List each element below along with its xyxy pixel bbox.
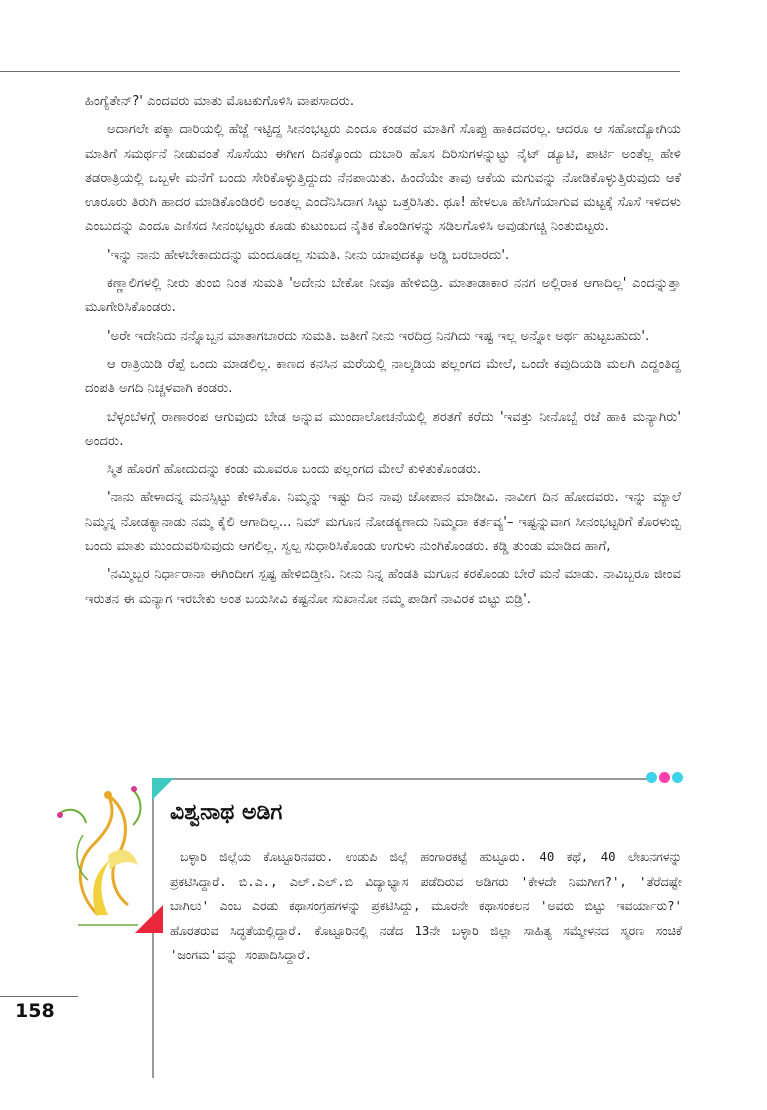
story-paragraph: 'ನಮ್ಮಿಬ್ಬರ ನಿರ್ಧಾರಾನಾ ಈಗಿಂದೀಗ ಸ್ಪಷ್ಟ ಹೇಳಿಬಿಡ್ತೀನಿ. ನೀನು ನಿನ್ನ ಹೆಂಡತಿ ಮಗೂನ ಕರಕೊಂಡು ಬೇರೆ ಮನೆ ಮಾಡು. ನಾವಿಬ್ಬರೂ ಜೀಂವ ಇರುತನ ಈ ಮನ್ಯಾಗ ಇರಬೇಕು ಅಂತ ಬಯಸೀವಿ ಕಷ್ಟನೋ ಸುಖಾನೋ ನಮ್ಮ ಪಾಡಿಗೆ ನಾವಿರಕ ಬಿಟ್ಟು ಬಿಡ್ರಿ'.: [85, 567, 681, 607]
decorative-dots: [646, 772, 683, 783]
cyan-dot: [646, 772, 657, 783]
bio-top-border: [152, 778, 652, 780]
author-bio: [170, 845, 682, 968]
pink-dot: [659, 772, 670, 783]
story-paragraph: ಆ ರಾತ್ರಿಯಿಡಿ ರೆಪ್ಪೆ ಒಂದು ಮಾಡಲಿಲ್ಲ. ಕಾಣದ ಕನಸಿನ ಮರೆಯಲ್ಲಿ ನಾಲ್ಕಡಿಯ ಪಲ್ಲಂಗದ ಮೇಲೆ, ಒಂದೇ ಕವುದಿಯಡಿ ಮಲಗಿ ಎದ್ದಂತಿದ್ದ ದಂಪತಿ ಅಗದಿ ನಿಚ್ಚಳವಾಗಿ ಕಂಡರು.: [85, 356, 681, 397]
page-number: 158: [15, 1000, 55, 1022]
red-corner-triangle: [135, 905, 163, 933]
story-text: [85, 90, 681, 616]
author-bio-text: ಬಳ್ಳಾರಿ ಜಿಲ್ಲೆಯ ಕೊಟ್ಟೂರಿನವರು. ಉಡುಪಿ ಜಿಲ್ಲೆ ಹಂಗಾರಕಟ್ಟೆ ಹುಟ್ಟೂರು. 40 ಕಥೆ, 40 ಲೇಖನಗಳನ್ನು ಪ್ರಕಟಿಸಿದ್ದಾರೆ. ಬಿ.ಎ., ಎಲ್.ಎಲ್.ಬಿ ವಿದ್ಯಾಭ್ಯಾಸ ಪಡೆದಿರುವ ಅಡಿಗರು 'ಕೇಳದೇ ನಿಮಗೀಗ?', 'ತೆರೆದಷ್ಟೇ ಬಾಗಿಲು' ಎಂಬ ಎರಡು ಕಥಾಸಂಗ್ರಹಗಳನ್ನು ಪ್ರಕಟಿಸಿದ್ದು, ಮೂರನೇ ಕಥಾಸಂಕಲನ 'ಅವರು ಬಿಟ್ಟು ಇವರ್ಯಾರು?' ಹೊರತರುವ ಸಿದ್ಧತೆಯಲ್ಲಿದ್ದಾರೆ. ಕೊಟ್ಟೂರಿನಲ್ಲಿ ನಡೆದ 13ನೇ ಬಳ್ಳಾರಿ ಜಿಲ್ಲಾ ಸಾಹಿತ್ಯ ಸಮ್ಮೇಳನದ ಸ್ಮರಣ ಸಂಚಿಕೆ 'ಜಂಗಮ'ವನ್ನು ಸಂಪಾದಿಸಿದ್ದಾರೆ.: [170, 849, 682, 963]
story-paragraph: ಕಣ್ಣಾಲಿಗಳಲ್ಲಿ ನೀರು ತುಂಬಿ ನಿಂತ ಸುಮತಿ 'ಅದೇನು ಬೇಕೋ ನೀವೂ ಹೇಳಿಬಿಡ್ರಿ. ಮಾತಾಡಾಕಾರ ನನಗ ಅಲ್ಲಿರಾಕ ಆಗಾದಿಲ್ಲ' ಎಂದನ್ನುತ್ತಾ ಮೂಗೇರಿಸಿಕೊಂಡರು.: [85, 276, 681, 316]
story-paragraph: 'ಇನ್ನು ನಾನು ಹೇಳಬೇಕಾದುದನ್ನು ಮಂದೂಡಲ್ಲ ಸುಮತಿ. ನೀನು ಯಾವುದಕ್ಕೂ ಅಡ್ಡಿ ಬರಬಾರದು'.: [107, 247, 510, 263]
story-paragraph: ಸ್ಮಿತ ಹೊರಗೆ ಹೋದುದನ್ನು ಕಂಡು ಮೂವರೂ ಬಂದು ಪಲ್ಲಂಗದ ಮೇಲೆ ಕುಳಿತುಕೊಂಡರು.: [107, 462, 482, 478]
story-paragraph: ಹಿಂಗ್ಯೆತೇನ್?' ಎಂದವರು ಮಾತು ಮೊಟಕುಗೊಳಿಸಿ ವಾಪಸಾದರು.: [85, 94, 355, 109]
story-paragraph: ಬೆಳ್ಳಂಬೆಳಗ್ಗೆ ರಾಣಾರಂಪ ಆಗುವುದು ಬೇಡ ಅನ್ನುವ ಮುಂದಾಲೋಚನೆಯಲ್ಲಿ ಶರತಗೆ ಕರೆದು 'ಇವತ್ತು ನೀನೊಬ್ಬೆ ರಜೆ ಹಾಕಿ ಮನ್ಯಾಗಿರು' ಅಂದರು.: [85, 409, 681, 449]
author-name: ವಿಶ್ವನಾಥ ಅಡಿಗ: [170, 800, 283, 825]
cyan-dot: [672, 772, 683, 783]
story-paragraph: ಅದಾಗಲೇ ಪಕ್ಕಾ ದಾರಿಯಲ್ಲಿ ಹೆಜ್ಜೆ ಇಟ್ಟಿದ್ದ ಸೀನಂಭಟ್ಟರು ಎಂದೂ ಕಂಡವರ ಮಾತಿಗೆ ಸೊಪ್ಪು ಹಾಕಿದವರಲ್ಲ. ಆದರೂ ಆ ಸಹೋದ್ಯೋಗಿಯ ಮಾತಿಗೆ ಸಮರ್ಥನೆ ನೀಡುವಂತೆ ಸೊಸೆಯು ಈಗೀಗ ದಿನಕ್ಕೊಂದು ದುಬಾರಿ ಹೊಸ ದಿರಿಸುಗಳನ್ನುಟ್ಟು ನೈಟ್ ಡ್ಯೂಟಿ, ಪಾರ್ಟಿ ಅಂತೆಲ್ಲ ಹೇಳಿ ತಡರಾತ್ರಿಯಲ್ಲಿ ಒಬ್ಬಳೇ ಮನೆಗೆ ಬಂದು ಸೇರಿಕೊಳ್ಳುತ್ತಿದ್ದುದು ನೆನಪಾಯಿತು. ಹಿಂದೆಯೇ ತಾವು ಆಕೆಯ ಮಗುವನ್ನು ನೋಡಿಕೊಳ್ಳುತ್ತಿರುವುದು ಆಕೆ ಊರೂರು ತಿರುಗಿ ಹಾದರ ಮಾಡಿಕೊಂಡಿರಲಿ ಅಂತಲ್ಲ ಎಂದೆನಿಸಿದಾಗ ಸಿಟ್ಟು ಒತ್ತರಿಸಿತು. ಥೂ! ಹೇಳಲೂ ಹೇಸಿಗೆಯಾಗುವ ಮಟ್ಟಕ್ಕೆ ಸೊಸೆ ಇಳಿದಳು ಎಂಬುದನ್ನು ಎಂದೂ ಎಣಿಸದ ಸೀನಂಭಟ್ಟರು ಕೂಡು ಕುಟುಂಬದ ನೈತಿಕ ಕೊಂಡಿಗಳನ್ನು ಸಡಿಲಗೊಳಿಸಿ ಅವುಡುಗಚ್ಚಿ ನಿಂತುಬಿಟ್ಟರು.: [85, 122, 681, 235]
story-paragraph: 'ಅರೇ ಇದೇನಿದು ನನ್ನೊಬ್ಬನ ಮಾತಾಗಬಾರದು ಸುಮತಿ. ಜತೀಗೆ ನೀನು ಇರದಿದ್ರ ನಿನಗಿದು ಇಷ್ಟ ಇಲ್ಲ ಅನ್ನೋ ಅರ್ಥ ಹುಟ್ಟಬಹುದು'.: [107, 328, 650, 344]
page-number-rule: [0, 996, 78, 997]
story-paragraph: 'ನಾನು ಹೇಳಾದನ್ನ ಮನಸ್ಸಿಟ್ಟು ಕೇಳಿಸಿಕೊ. ನಿಮ್ಮನ್ನು ಇಷ್ಟು ದಿನ ನಾವು ಜೋಪಾನ ಮಾಡೀವಿ. ನಾವೀಗ ದಿನ ಹೋದವರು. ಇನ್ನು ಮ್ಯಾಲೆ ನಿಮ್ಮನ್ನ ನೋಡಕ್ಯಾನಾಡು ನಮ್ಮ ಕೈಲಿ ಆಗಾದಿಲ್ಲ... ನಿಮ್ ಮಗೂನ ನೋಡಕ್ಯಣಾದು ನಿಮ್ಮದಾ ಕರ್ತವ್ಯ'– ಇಷ್ಟನ್ನುವಾಗ ಸೀನಂಭಟ್ಟರಿಗೆ ಕೊರಳುಬ್ಬಿ ಬಂದು ಮಾತು ಮುಂದುವರಿಸುವುದು ಆಗಲಿಲ್ಲ. ಸ್ವಲ್ಪ ಸುಧಾರಿಸಿಕೊಂಡು ಉಗುಳು ನುಂಗಿಕೊಂಡರು. ಕಡ್ಡಿ ತುಂಡು ಮಾಡಿದ ಹಾಗೆ,: [85, 490, 681, 555]
top-rule: [0, 71, 680, 72]
